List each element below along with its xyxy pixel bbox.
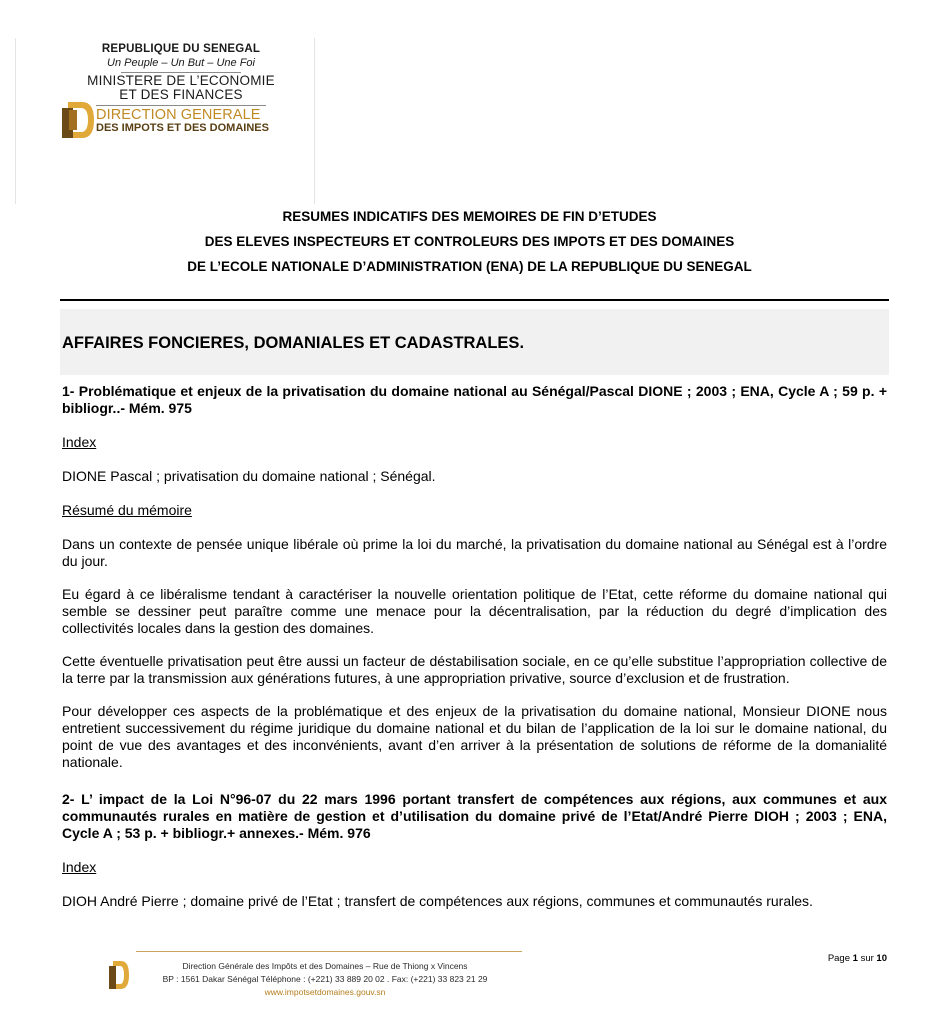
heading-line-3: DE L’ECOLE NATIONALE D’ADMINISTRATION (ENA) DE LA REPUBLIQUE DU SENEGAL bbox=[187, 259, 752, 274]
heading-rule bbox=[60, 299, 889, 301]
dgid-logo-icon bbox=[60, 96, 96, 144]
document-body bbox=[62, 383, 887, 910]
dgid-footer-logo-icon bbox=[108, 957, 130, 993]
entry-2-index-text: DIOH André Pierre ; domaine privé de l’Etat ; transfert de compétences aux régions, communes et communautés rurales. bbox=[62, 893, 813, 909]
entry-1-title: 1- Problématique et enjeux de la privatisation du domaine national au Sénégal/Pascal DIONE ; 2003 ; ENA, Cycle A ; 59 p. + bibliogr..- Mém. 975 bbox=[62, 383, 887, 416]
ministry-line-2: ET DES FINANCES bbox=[119, 87, 243, 102]
letterhead-text bbox=[61, 41, 301, 106]
entry-2-title: 2- L’ impact de la Loi N°96-07 du 22 mars 1996 portant transfert de compétences aux régions, aux communes et aux communautés rurales en matière de gestion et d’utilisation du domaine privé de l’Etat/André Pierre DIOH ; 2003 ; ENA, Cycle A ; 53 p. + bibliogr.+ annexes.- Mém. 976 bbox=[62, 791, 887, 841]
entry-1-paragraph: Eu égard à ce libéralisme tendant à caractériser la nouvelle orientation politique de l’Etat, cette réforme du domaine national qui semble se dessiner peut paraître comme une menace pour la décentralisation, par la réduction du degré d’implication des collectivités locales dans la gestion des domaines. bbox=[62, 586, 887, 636]
page-total: 10 bbox=[876, 953, 887, 964]
republic-label: REPUBLIQUE DU SENEGAL bbox=[101, 43, 261, 55]
footer-website: www.impotsetdomaines.gouv.sn bbox=[264, 987, 386, 997]
page-current: 1 bbox=[852, 953, 858, 964]
heading-line-1: RESUMES INDICATIFS DES MEMOIRES DE FIN D’ETUDES bbox=[282, 209, 657, 224]
section-band bbox=[60, 309, 889, 375]
entry-1-paragraph: Cette éventuelle privatisation peut être aussi un facteur de déstabilisation sociale, en ce qu’elle substitue l’appropriation collective de la terre par la transmission aux générations futures, à une appropriation privative, source d’exclusion et de frustration. bbox=[62, 653, 887, 686]
footer-address bbox=[150, 960, 500, 999]
direction-line-1: DIRECTION GENERALE bbox=[96, 107, 261, 123]
entry-1-summary-label: Résumé du mémoire bbox=[62, 502, 192, 518]
letterhead bbox=[15, 38, 315, 204]
direction-line-2: DES IMPOTS ET DES DOMAINES bbox=[96, 122, 269, 134]
entry-1-index-text: DIONE Pascal ; privatisation du domaine national ; Sénégal. bbox=[62, 468, 436, 484]
footer-line-2: BP : 1561 Dakar Sénégal Téléphone : (+221) 33 889 20 02 . Fax: (+221) 33 823 21 29 bbox=[162, 974, 488, 984]
page-prefix: Page bbox=[827, 953, 850, 964]
ministry-line-1: MINISTERE DE L’ECONOMIE bbox=[87, 72, 275, 88]
page-separator: sur bbox=[860, 953, 874, 964]
entry-2-index-label: Index bbox=[62, 859, 97, 875]
entry-1-paragraph: Pour développer ces aspects de la problématique et des enjeux de la privatisation du domaine national, Monsieur DIONE nous entretient successivement du régime juridique du domaine national et du bilan de l’application de la loi sur le domaine national, du point de vue des avantages et des inconvénients, avant d’en arriver à la présentation de solutions de réforme de la domanialité nationale. bbox=[62, 703, 887, 770]
footer-rule bbox=[136, 951, 522, 952]
entry-1-paragraph: Dans un contexte de pensée unique libérale où prime la loi du marché, la privatisation du domaine national au Sénégal est à l’ordre du jour. bbox=[62, 536, 887, 569]
heading-line-2: DES ELEVES INSPECTEURS ET CONTROLEURS DES IMPOTS ET DES DOMAINES bbox=[204, 234, 735, 249]
entry-1-index-label: Index bbox=[62, 434, 97, 450]
national-motto: Un Peuple – Un But – Une Foi bbox=[107, 56, 255, 69]
footer-line-1: Direction Générale des Impôts et des Domaines – Rue de Thiong x Vincens bbox=[182, 961, 468, 971]
page-number bbox=[800, 953, 887, 964]
letterhead-divider-2 bbox=[96, 105, 266, 106]
section-title: AFFAIRES FONCIERES, DOMANIALES ET CADASTRALES. bbox=[62, 334, 525, 352]
